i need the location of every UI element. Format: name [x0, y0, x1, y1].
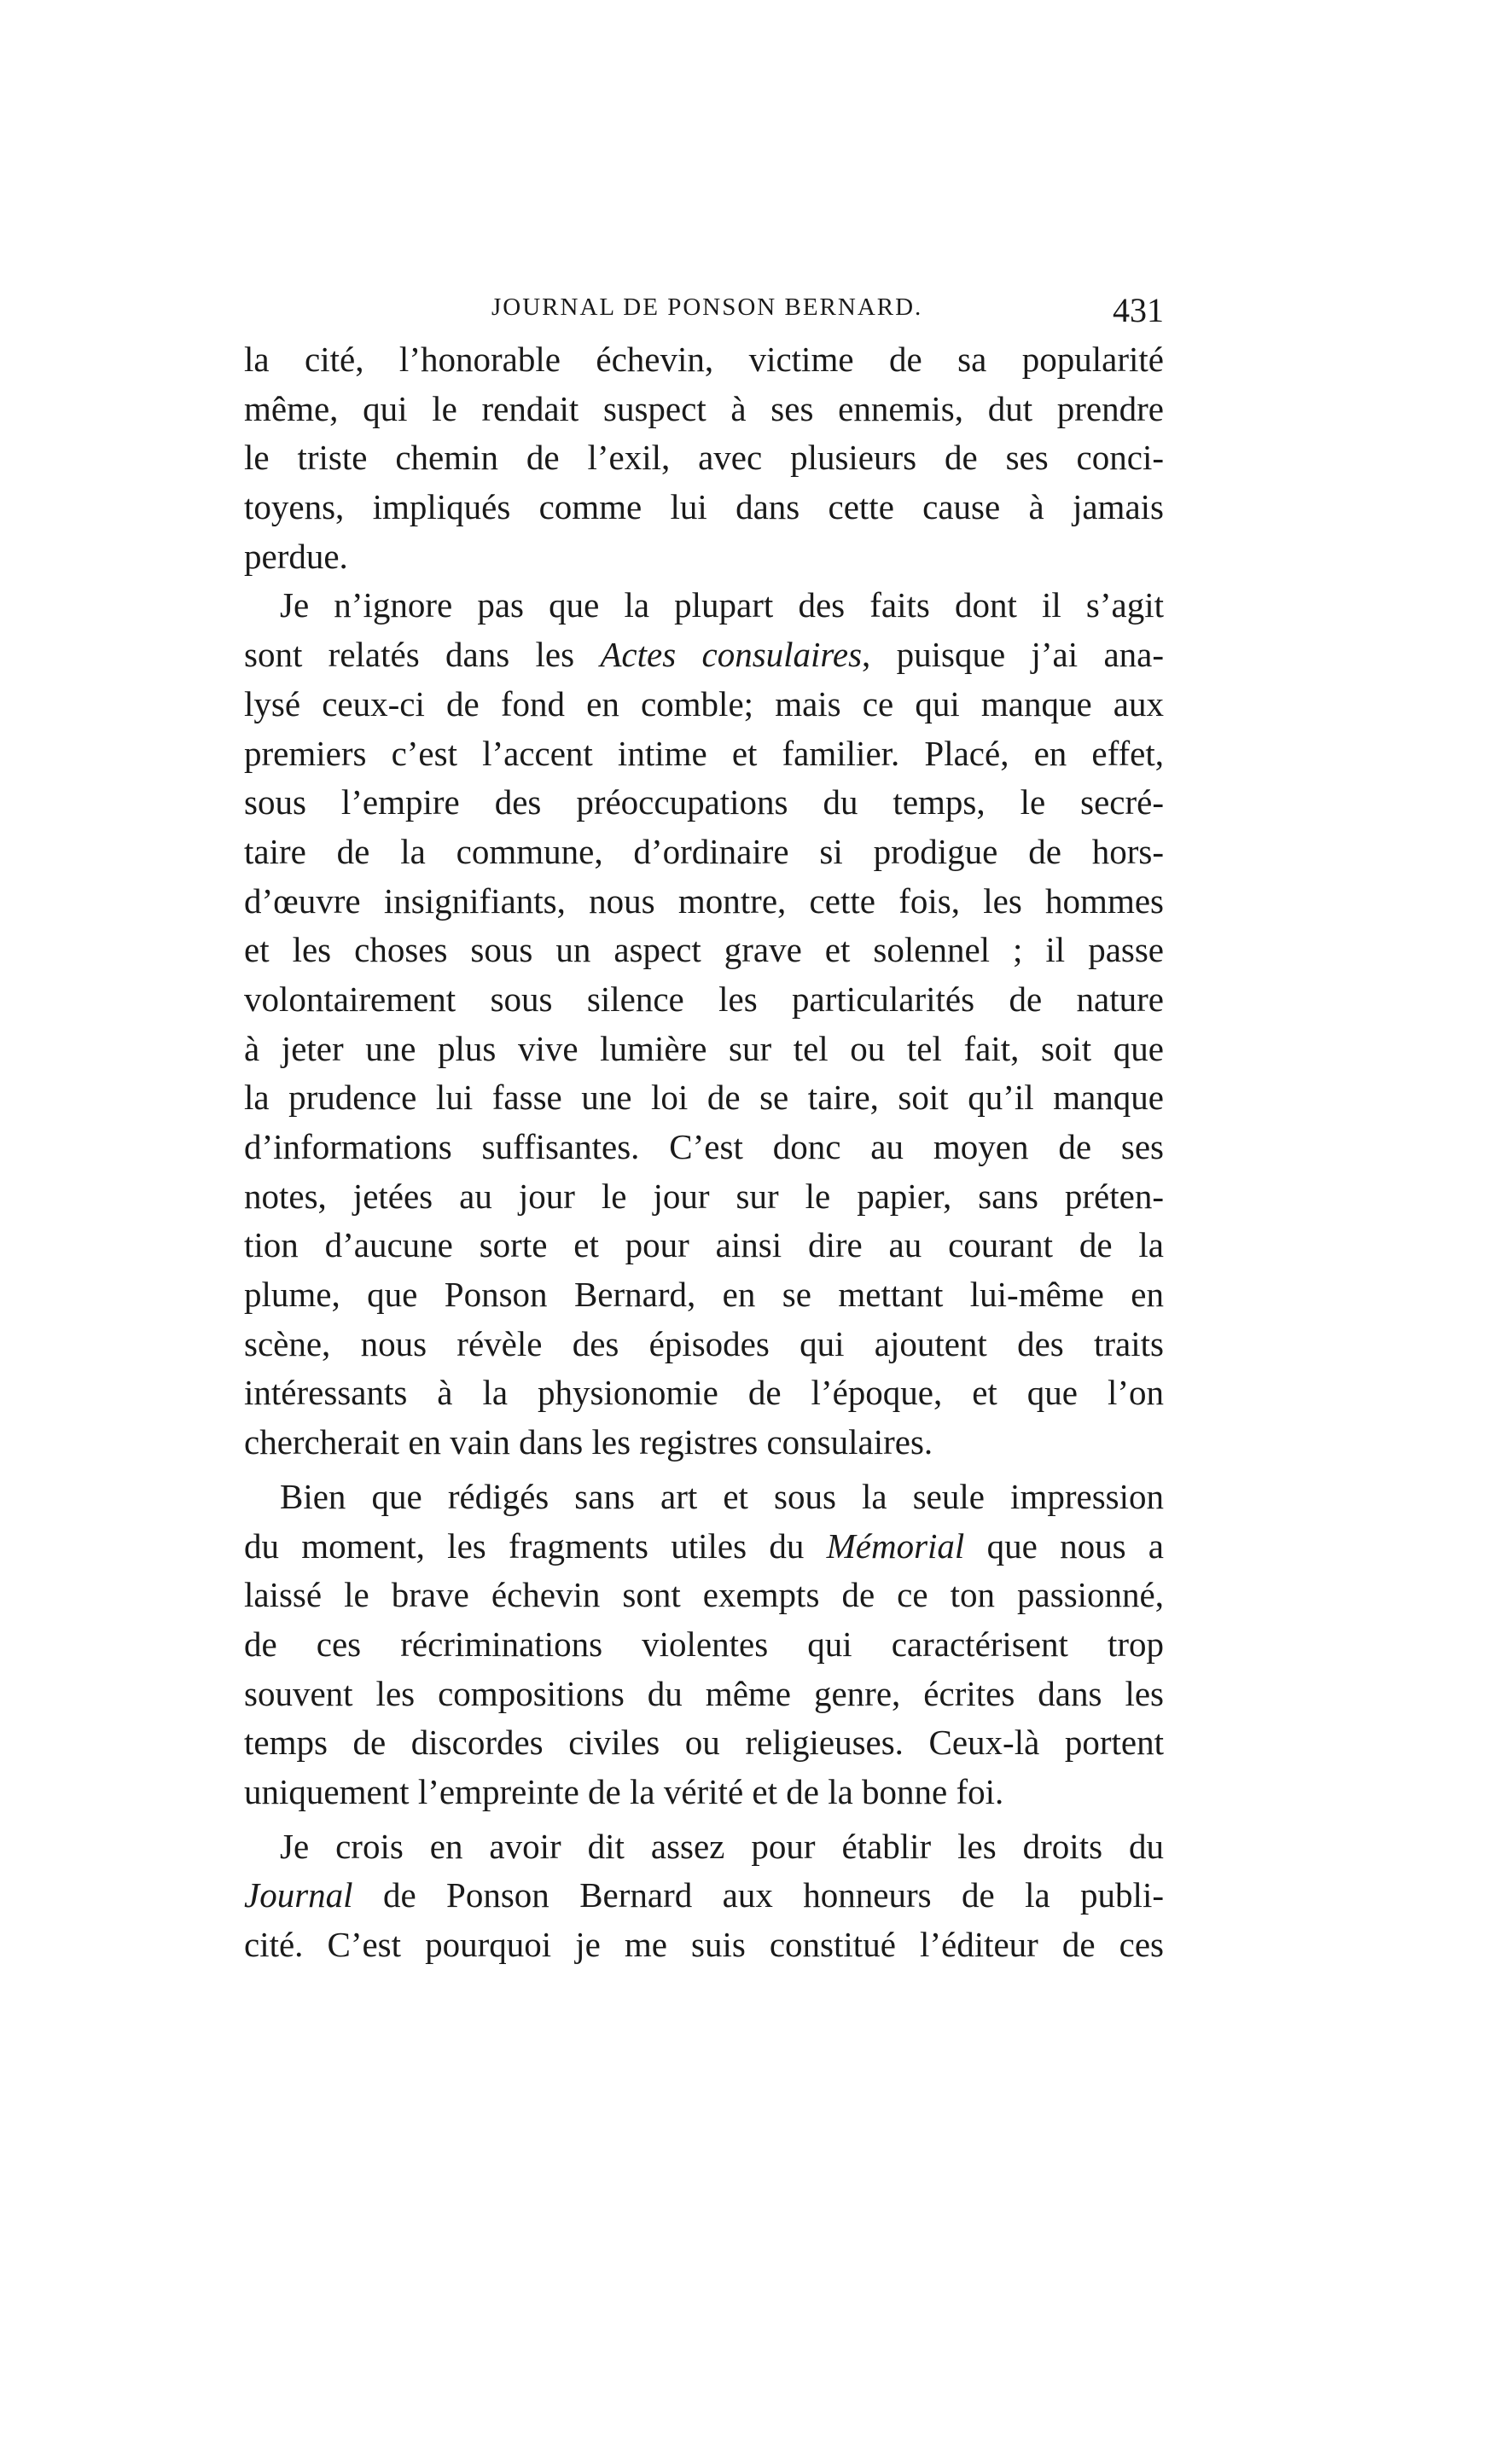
- text-line: souvent les compositions du même genre, écrites dans les: [244, 1673, 1164, 1713]
- text-line: Je n’ignore pas que la plupart des faits dont il s’agit: [280, 585, 1164, 625]
- text-line: taire de la commune, d’ordinaire si prodigue de hors-: [244, 831, 1164, 871]
- text-line: la cité, l’honorable échevin, victime de sa popularité: [244, 340, 1164, 379]
- text-line: sous l’empire des préoccupations du temps, le secré-: [244, 782, 1164, 822]
- text-line: de ces récriminations violentes qui caractérisent trop: [244, 1624, 1164, 1664]
- page-number: 431: [1113, 291, 1164, 329]
- paragraph-3: [244, 1473, 1164, 1817]
- text-line: Je crois en avoir dit assez pour établir les droits du: [280, 1826, 1164, 1866]
- text-line: Bien que rédigés sans art et sous la seule impression: [280, 1476, 1164, 1516]
- italic-title: Actes consulaires: [600, 635, 863, 675]
- text-line: le triste chemin de l’exil, avec plusieurs de ses conci-: [244, 438, 1164, 478]
- text-line: temps de discordes civiles ou religieuses. Ceux-là portent: [244, 1723, 1164, 1763]
- text-line: [244, 1871, 1164, 1921]
- paragraph-1: [244, 335, 1164, 581]
- text-line: premiers c’est l’accent intime et familier. Placé, en effet,: [244, 733, 1164, 773]
- text-line: chercherait en vain dans les registres consulaires.: [244, 1422, 933, 1462]
- text-line: [244, 631, 1164, 680]
- text-line: [244, 1522, 1164, 1572]
- text-span: que nous a: [964, 1525, 1164, 1566]
- text-line: perdue.: [244, 536, 348, 576]
- text-line: lysé ceux-ci de fond en comble; mais ce qui manque aux: [244, 683, 1164, 724]
- text-line: laissé le brave échevin sont exempts de ce ton passionné,: [244, 1575, 1164, 1615]
- text-line: et les choses sous un aspect grave et solennel ; il passe: [244, 930, 1164, 970]
- text-line: notes, jetées au jour le jour sur le papier, sans préten-: [244, 1176, 1164, 1216]
- text-span: , puisque j’ai ana-: [862, 635, 1165, 675]
- running-head: [244, 290, 1164, 333]
- text-line: d’œuvre insignifiants, nous montre, cette fois, les hommes: [244, 880, 1164, 921]
- text-line: à jeter une plus vive lumière sur tel ou tel fait, soit que: [244, 1028, 1164, 1068]
- text-line: plume, que Ponson Bernard, en se mettant lui-même en: [244, 1275, 1164, 1315]
- running-title: JOURNAL DE PONSON BERNARD.: [491, 293, 923, 321]
- text-line: cité. C’est pourquoi je me suis constitué l’éditeur de ces: [244, 1925, 1164, 1964]
- text-span: de Ponson Bernard aux honneurs de la publi-: [352, 1875, 1164, 1915]
- text-span: du moment, les fragments utiles du: [244, 1525, 827, 1566]
- text-line: même, qui le rendait suspect à ses ennemis, dut prendre: [244, 388, 1164, 428]
- text-line: volontairement sous silence les particularités de nature: [244, 979, 1164, 1019]
- italic-title: Journal: [244, 1875, 353, 1915]
- body-text: [244, 335, 1164, 1970]
- text-line: la prudence lui fasse une loi de se taire, soit qu’il manque: [244, 1078, 1164, 1118]
- text-line: scène, nous révèle des épisodes qui ajoutent des traits: [244, 1323, 1164, 1363]
- text-line: uniquement l’empreinte de la vérité et de la bonne foi.: [244, 1771, 1004, 1811]
- text-line: tion d’aucune sorte et pour ainsi dire au courant de la: [244, 1225, 1164, 1265]
- paragraph-2: [244, 581, 1164, 1467]
- paragraph-4: [244, 1822, 1164, 1970]
- italic-title: Mémorial: [826, 1525, 965, 1566]
- text-line: toyens, impliqués comme lui dans cette cause à jamais: [244, 487, 1164, 527]
- text-line: d’informations suffisantes. C’est donc au moyen de ses: [244, 1127, 1164, 1166]
- text-line: intéressants à la physionomie de l’époque, et que l’on: [244, 1373, 1164, 1413]
- text-span: sont relatés dans les: [244, 635, 601, 675]
